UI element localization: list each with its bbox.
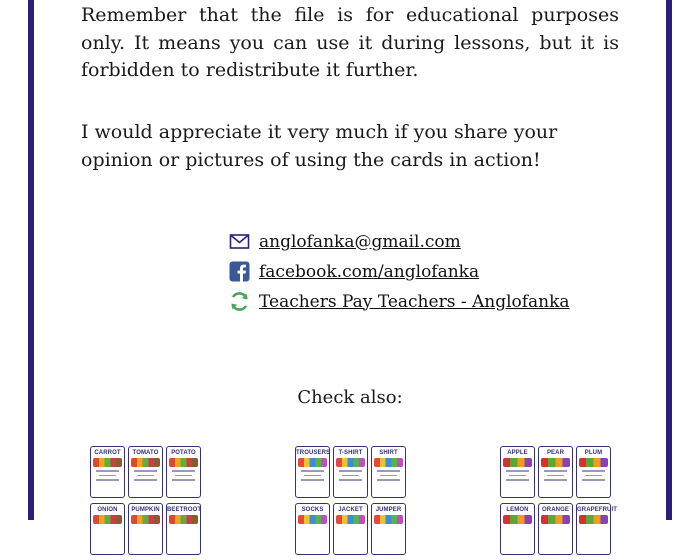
flashcard-title: SOCKS	[301, 507, 324, 513]
flashcard	[538, 503, 573, 555]
flashcard-title: SHIRT	[379, 450, 398, 456]
flashcard	[295, 446, 330, 498]
flashcard	[371, 503, 406, 555]
page-border-right	[666, 0, 672, 520]
flashcard-title: BEETROOT	[167, 507, 202, 513]
flashcard-title: CARROT	[94, 450, 121, 456]
appreciation-paragraph: I would appreciate it very much if you share your opinion or pictures of using the cards in action!	[81, 121, 558, 171]
preview-clothes[interactable]	[295, 446, 412, 560]
flashcard	[333, 503, 368, 555]
flashcard-title: PUMPKIN	[131, 507, 160, 513]
flashcard	[500, 446, 535, 498]
flashcard	[295, 503, 330, 555]
flashcard-title: ONION	[97, 507, 118, 513]
flashcard-title: TROUSERS	[296, 450, 331, 456]
flashcard	[128, 446, 163, 498]
flashcard-title: TOMATO	[132, 450, 159, 456]
envelope-icon	[229, 231, 250, 252]
contact-facebook	[229, 261, 479, 282]
flashcard	[500, 503, 535, 555]
tpt-icon	[229, 291, 250, 312]
flashcard	[538, 446, 573, 498]
flashcard-title: LEMON	[506, 507, 529, 513]
flashcard	[90, 503, 125, 555]
contact-tpt	[229, 291, 570, 312]
flashcard-title: PEAR	[546, 450, 565, 456]
facebook-link[interactable]: facebook.com/anglofanka	[259, 261, 480, 282]
flashcard-title: JACKET	[338, 507, 363, 513]
check-also-heading: Check also:	[297, 387, 403, 408]
usage-paragraph: Remember that the file is for educational purposes only. It means you can use it during lessons, but it is forbidden to redistribute it further.	[81, 4, 619, 81]
flashcard-title: POTATO	[171, 450, 196, 456]
preview-vegetables[interactable]	[90, 446, 207, 560]
flashcard-title: PLUM	[584, 450, 603, 456]
flashcard-title: GRAPEFRUIT	[577, 507, 617, 513]
flashcard	[90, 446, 125, 498]
flashcard	[371, 446, 406, 498]
flashcard	[333, 446, 368, 498]
email-link[interactable]: anglofanka@gmail.com	[259, 231, 461, 252]
flashcard-title: APPLE	[507, 450, 528, 456]
flashcard	[166, 503, 201, 555]
contact-email	[229, 231, 461, 252]
flashcard	[166, 446, 201, 498]
flashcard	[576, 503, 617, 555]
flashcard	[576, 446, 611, 498]
flashcard	[128, 503, 163, 555]
facebook-icon	[229, 261, 250, 282]
preview-fruit[interactable]	[500, 446, 617, 560]
flashcard-title: T-SHIRT	[338, 450, 363, 456]
tpt-link[interactable]: Teachers Pay Teachers - Anglofanka	[259, 291, 570, 312]
flashcard-title: ORANGE	[542, 507, 569, 513]
page-border-left	[28, 0, 34, 520]
flashcard-title: JUMPER	[375, 507, 402, 513]
